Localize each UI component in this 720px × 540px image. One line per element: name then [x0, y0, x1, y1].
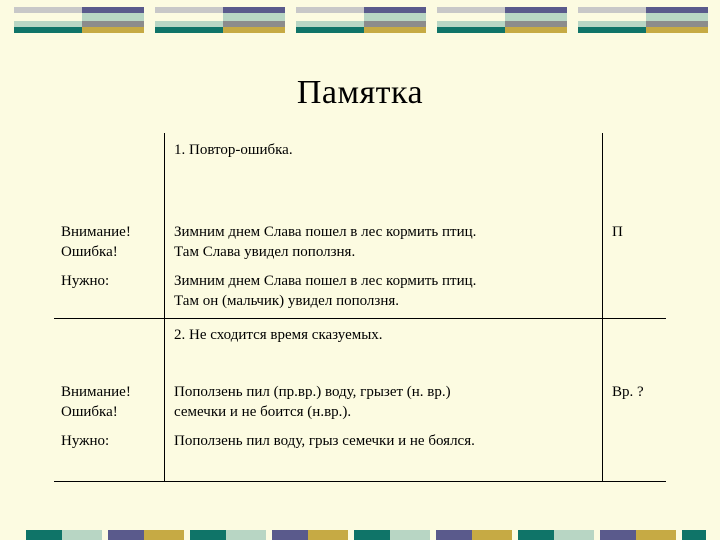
table-bottom-line [54, 481, 666, 482]
section1-error-code: П [612, 224, 623, 240]
top-band-block [296, 7, 426, 33]
section1-error-text-line2: Там Слава увидел поползня. [174, 244, 356, 260]
section2-heading: 2. Не сходится время сказуемых. [174, 327, 383, 343]
section1-heading: 1. Повтор-ошибка. [174, 142, 293, 158]
section1-correct-text-line1: Зимним днем Слава пошел в лес кормить птиц. [174, 273, 477, 289]
section2-correct-label: Нужно: [61, 433, 110, 449]
section2-correct-text: Поползень пил воду, грыз семечки и не боялся. [174, 433, 475, 449]
bottom-decorative-band [26, 530, 706, 540]
section2-error-text-line1: Поползень пил (пр.вр.) воду, грызет (н. вр.) [174, 384, 451, 400]
section1-correct-label: Нужно: [61, 273, 110, 289]
page-title: Памятка [296, 74, 424, 111]
top-band-block [14, 7, 144, 33]
top-band-block [155, 7, 285, 33]
section2-error-label-line2: Ошибка! [61, 404, 118, 420]
top-band-block [437, 7, 567, 33]
table-divider-right [602, 133, 603, 481]
section1-error-text-line1: Зимним днем Слава пошел в лес кормить птиц. [174, 224, 477, 240]
top-band-block [578, 7, 708, 33]
table-divider-left [164, 133, 165, 481]
section2-error-label-line1: Внимание! [61, 384, 131, 400]
section-separator [54, 318, 666, 319]
section1-correct-text-line2: Там он (мальчик) увидел поползня. [174, 293, 400, 309]
top-decorative-band [14, 7, 710, 33]
section1-error-label-line2: Ошибка! [61, 244, 118, 260]
section2-error-code: Вр. ? [612, 384, 644, 400]
section2-error-text-line2: семечки и не боится (н.вр.). [174, 404, 352, 420]
section1-error-label-line1: Внимание! [61, 224, 131, 240]
